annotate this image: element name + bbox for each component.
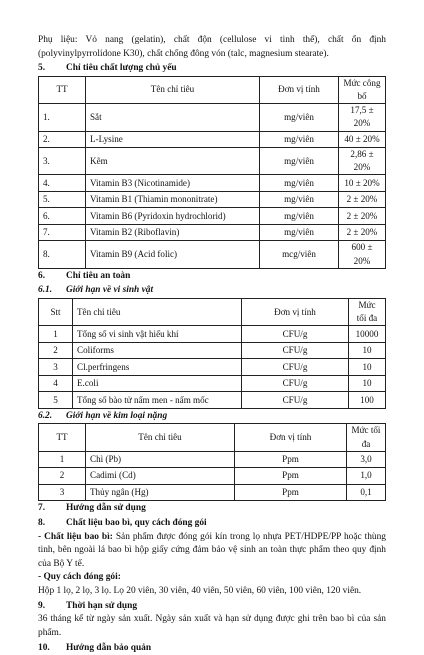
name-cell: Kẽm [86, 148, 260, 175]
table-row [39, 191, 386, 208]
value-cell: 10 [349, 342, 386, 359]
name-cell: Tổng số bào tử nấm men - nấm mốc [73, 392, 242, 409]
unit-cell: Ppm [235, 484, 347, 501]
index-cell: 3 [39, 359, 73, 376]
header-cell: TT [39, 424, 86, 451]
section-title: Thời hạn sử dụng [66, 600, 138, 611]
table-body [39, 451, 386, 501]
value-cell: 10 [349, 359, 386, 376]
index-cell: 6. [39, 208, 86, 225]
unit-cell: mg/viên [260, 191, 339, 208]
value-cell: 2,86 ± 20% [339, 148, 386, 175]
header-cell: TT [39, 76, 86, 103]
name-cell: Vitamin B1 (Thiamin mononitrate) [86, 191, 260, 208]
value-cell: 17,5 ± 20% [339, 104, 386, 131]
value-cell: 0,1 [347, 484, 386, 501]
value-cell: 2 ± 20% [339, 224, 386, 241]
unit-cell: mcg/viên [260, 241, 339, 268]
table-row [39, 468, 386, 485]
table-row [39, 375, 386, 392]
table-row [39, 175, 386, 192]
index-cell: 2 [39, 468, 86, 485]
packaging-label: - Chất liệu bao bì: [38, 531, 113, 542]
spec-label: - Quy cách đóng gói: [38, 572, 121, 583]
packaging-paragraph [38, 531, 386, 572]
index-cell: 8. [39, 241, 86, 268]
table-header-row [39, 299, 386, 326]
packaging-text: Sản phẩm được đóng gói kín trong lọ nhựa PET/HDPE/PP hoặc thùng tinh, bên ngoài lá bao bì hộp giấy cứng đảm bảo vệ sinh an toàn thực phẩm theo quy định của Bộ Y tế. [38, 531, 386, 569]
subsection-number: 6.1. [38, 285, 53, 296]
unit-cell: CFU/g [242, 342, 349, 359]
value-cell: 10 ± 20% [339, 175, 386, 192]
value-cell: 600 ± 20% [339, 241, 386, 268]
index-cell: 4 [39, 375, 73, 392]
index-cell: 5. [39, 191, 86, 208]
name-cell: Vitamin B2 (Riboflavin) [86, 224, 260, 241]
table-row [39, 484, 386, 501]
header-cell: Đơn vị tính [260, 76, 339, 103]
table-row [39, 359, 386, 376]
unit-cell: Ppm [235, 451, 347, 468]
subsection-6-2-heading [38, 410, 386, 424]
unit-cell: CFU/g [242, 359, 349, 376]
name-cell: Vitamin B9 (Acid folic) [86, 241, 260, 268]
spec-text: Hộp 1 lọ, 2 lọ, 3 lọ. Lọ 20 viên, 30 viên, 40 viên, 50 viên, 60 viên, 100 viên, 120 viên. [38, 586, 362, 597]
value-cell: 100 [349, 392, 386, 409]
unit-cell: mg/viên [260, 224, 339, 241]
section-title: Hướng dẫn sử dụng [66, 503, 146, 514]
section-number: 7. [38, 503, 46, 514]
table-row [39, 392, 386, 409]
ingredients-paragraph: Phụ liệu: Vỏ nang (gelatin), chất độn (cellulose vi tinh thể), chất ổn định (polyvinylpyrrolidone K30), chất chống đông vón (talc, magnesium stearate). [38, 35, 386, 59]
section-10-heading [38, 642, 386, 655]
header-cell: Stt [39, 299, 73, 326]
name-cell: Tổng số vi sinh vật hiếu khí [73, 326, 242, 343]
unit-cell: CFU/g [242, 326, 349, 343]
subsection-6-1-heading [38, 284, 386, 298]
microbiology-table [38, 298, 386, 409]
section-number: 8. [38, 517, 46, 528]
section-title: Chỉ tiêu an toàn [66, 270, 131, 281]
header-cell: Tên chỉ tiêu [73, 299, 242, 326]
table-row [39, 241, 386, 268]
index-cell: 3 [39, 484, 86, 501]
value-cell: 10 [349, 375, 386, 392]
index-cell: 2 [39, 342, 73, 359]
index-cell: 4. [39, 175, 86, 192]
value-cell: 2 ± 20% [339, 208, 386, 225]
value-cell: 10000 [349, 326, 386, 343]
subsection-number: 6.2. [38, 410, 53, 421]
header-cell: Mức công bố [339, 76, 386, 103]
name-cell: Sắt [86, 104, 260, 131]
header-cell: Tên chỉ tiêu [86, 76, 260, 103]
section-5-heading [38, 62, 386, 76]
table-body [39, 326, 386, 409]
unit-cell: mg/viên [260, 175, 339, 192]
table-header-row [39, 76, 386, 103]
header-cell: Mức tối đa [349, 299, 386, 326]
table-row [39, 342, 386, 359]
value-cell: 1,0 [347, 468, 386, 485]
table-row [39, 104, 386, 131]
index-cell: 1 [39, 451, 86, 468]
section-number: 5. [38, 63, 46, 74]
section-number: 6. [38, 270, 46, 281]
section-number: 10. [38, 642, 50, 653]
table-header-row [39, 424, 386, 451]
shelf-life-paragraph: 36 tháng kể từ ngày sản xuất. Ngày sản xuất và hạn sử dụng được ghi trên bao bì của sản phẩm. [38, 614, 386, 638]
index-cell: 5 [39, 392, 73, 409]
section-title: Chỉ tiêu chất lượng chủ yếu [66, 63, 177, 74]
header-cell: Mức tối đa [347, 424, 386, 451]
name-cell: Vitamin B6 (Pyridoxin hydrochlorid) [86, 208, 260, 225]
name-cell: Cl.perfringens [73, 359, 242, 376]
table-row [39, 451, 386, 468]
table-row [39, 208, 386, 225]
index-cell: 1 [39, 326, 73, 343]
header-cell: Đơn vị tính [242, 299, 349, 326]
table-row [39, 224, 386, 241]
quality-table [38, 76, 386, 269]
section-6-heading [38, 270, 386, 284]
name-cell: Chì (Pb) [86, 451, 235, 468]
section-title: Hướng dẫn bảo quản [66, 642, 152, 653]
index-cell: 7. [39, 224, 86, 241]
name-cell: L-Lysine [86, 131, 260, 148]
table-row [39, 326, 386, 343]
heavy-metals-table [38, 423, 386, 501]
section-title: Chất liệu bao bì, quy cách đóng gói [66, 517, 207, 528]
header-cell: Tên chỉ tiêu [86, 424, 235, 451]
name-cell: Thủy ngân (Hg) [86, 484, 235, 501]
index-cell: 1. [39, 104, 86, 131]
name-cell: E.coli [73, 375, 242, 392]
value-cell: 40 ± 20% [339, 131, 386, 148]
index-cell: 3. [39, 148, 86, 175]
unit-cell: CFU/g [242, 392, 349, 409]
section-9-heading [38, 600, 386, 614]
value-cell: 3,0 [347, 451, 386, 468]
unit-cell: CFU/g [242, 375, 349, 392]
table-body [39, 104, 386, 269]
index-cell: 2. [39, 131, 86, 148]
header-cell: Đơn vị tính [235, 424, 347, 451]
name-cell: Coliforms [73, 342, 242, 359]
unit-cell: mg/viên [260, 131, 339, 148]
unit-cell: mg/viên [260, 104, 339, 131]
name-cell: Vitamin B3 (Nicotinamide) [86, 175, 260, 192]
name-cell: Cadimi (Cd) [86, 468, 235, 485]
unit-cell: mg/viên [260, 208, 339, 225]
value-cell: 2 ± 20% [339, 191, 386, 208]
section-7-heading [38, 502, 386, 516]
unit-cell: Ppm [235, 468, 347, 485]
unit-cell: mg/viên [260, 148, 339, 175]
table-row [39, 131, 386, 148]
section-8-heading [38, 517, 386, 531]
subsection-title: Giới hạn về kim loại nặng [66, 410, 168, 421]
subsection-title: Giới hạn về vi sinh vật [66, 285, 154, 296]
section-number: 9. [38, 600, 46, 611]
table-row [39, 148, 386, 175]
